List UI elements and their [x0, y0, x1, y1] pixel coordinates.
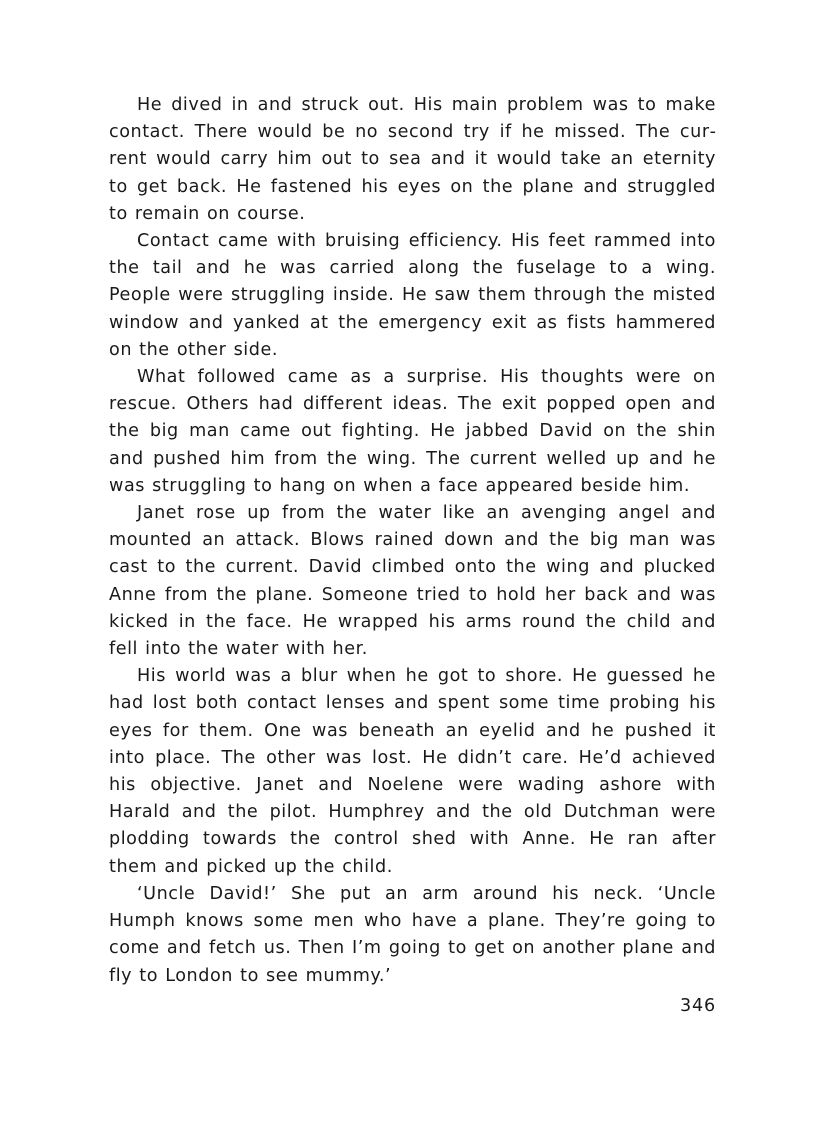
paragraph-5: His world was a blur when he got to shore. He guessed he had lost both contact lenses and spent some time probing his eyes for them. One was beneath an eyelid and he pushed it into place. The other was lost. He didn’t care. He’d achieved his objective. Janet and Noelene were wading ashore with Harald and the pilot. Humphrey and the old Dutchman were plodding towards the control shed with Anne. He ran after them and picked up the child. [109, 666, 716, 877]
paragraph-6: ‘Uncle David!’ She put an arm around his neck. ‘Uncle Humph knows some men who have a plane. They’re going to come and fetch us. Then I’m going to get on another plane and fly to London to see mummy.’ [109, 883, 716, 986]
book-page-body [109, 92, 716, 990]
paragraph-2: Contact came with bruising efficiency. His feet rammed into the tail and he was carried along the fuselage to a wing. People were struggling inside. He saw them through the misted window and yanked at the emergency exit as fists hammered on the other side. [109, 231, 716, 360]
page-number: 346 [680, 996, 716, 1016]
paragraph-1: He dived in and struck out. His main problem was to make contact. There would be no second try if he missed. The current would carry him out to sea and it would take an eternity to get back. He fastened his eyes on the plane and struggled to remain on course. [109, 95, 716, 224]
paragraph-3: What followed came as a surprise. His thoughts were on rescue. Others had different ideas. The exit popped open and the big man came out fighting. He jabbed David on the shin and pushed him from the wing. The current welled up and he was struggling to hang on when a face appeared beside him. [109, 367, 716, 496]
paragraph-4: Janet rose up from the water like an avenging angel and mounted an attack. Blows rained down and the big man was cast to the current. David climbed onto the wing and plucked Anne from the plane. Someone tried to hold her back and was kicked in the face. He wrapped his arms round the child and fell into the water with her. [109, 503, 716, 660]
